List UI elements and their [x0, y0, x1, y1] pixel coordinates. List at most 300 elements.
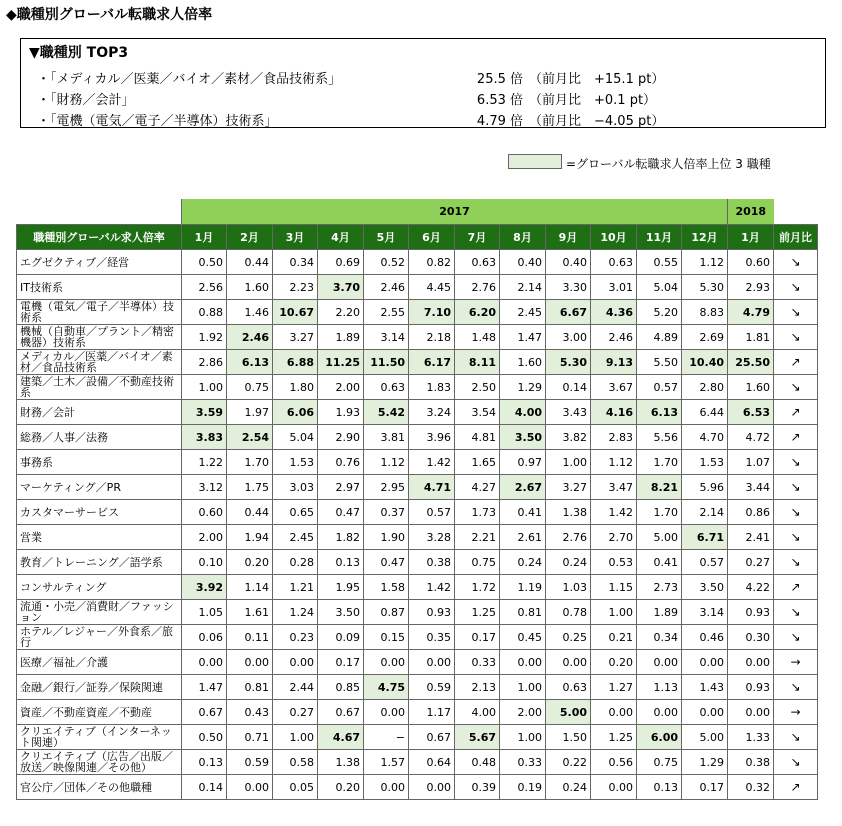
ratio-cell: 0.23 [273, 625, 318, 650]
ratio-cell: 2.86 [182, 350, 227, 375]
ratio-cell: 5.96 [682, 475, 728, 500]
ratio-cell: 4.36 [591, 300, 637, 325]
trend-arrow-icon: ↗ [774, 575, 818, 600]
header-cell: 1月 [182, 225, 227, 250]
ratio-cell: 1.70 [637, 500, 682, 525]
ratio-cell: 3.30 [546, 275, 591, 300]
ratio-cell: 0.86 [728, 500, 774, 525]
ratio-table [16, 199, 818, 800]
ratio-cell: 0.00 [682, 700, 728, 725]
job-category-name: マーケティング／PR [17, 475, 182, 500]
ratio-cell: 0.25 [546, 625, 591, 650]
ratio-cell: 2.18 [409, 325, 455, 350]
ratio-cell: 0.45 [500, 625, 546, 650]
top3-value: 6.53 倍 [476, 93, 523, 108]
ratio-cell: 2.80 [682, 375, 728, 400]
ratio-cell: 0.93 [409, 600, 455, 625]
ratio-cell: 1.57 [364, 750, 409, 775]
ratio-cell: 1.60 [500, 350, 546, 375]
job-category-name: IT技術系 [17, 275, 182, 300]
table-row [17, 300, 818, 325]
ratio-cell: 1.12 [682, 250, 728, 275]
ratio-cell: 6.17 [409, 350, 455, 375]
ratio-cell: 0.00 [409, 650, 455, 675]
ratio-cell: 0.75 [637, 750, 682, 775]
ratio-cell: 0.41 [637, 550, 682, 575]
ratio-cell: 0.81 [500, 600, 546, 625]
year-2018: 2018 [728, 199, 774, 225]
ratio-cell: 3.27 [273, 325, 318, 350]
ratio-cell: 10.40 [682, 350, 728, 375]
ratio-cell: 1.83 [409, 375, 455, 400]
ratio-cell: 1.38 [318, 750, 364, 775]
ratio-cell: 1.72 [455, 575, 500, 600]
ratio-cell: 2.13 [455, 675, 500, 700]
ratio-cell: 0.97 [500, 450, 546, 475]
trend-arrow-icon: ↘ [774, 600, 818, 625]
header-cell: 6月 [409, 225, 455, 250]
ratio-cell: 5.00 [637, 525, 682, 550]
ratio-cell: 4.22 [728, 575, 774, 600]
ratio-cell: 4.79 [728, 300, 774, 325]
trend-arrow-icon: ↘ [774, 625, 818, 650]
ratio-cell: 2.50 [455, 375, 500, 400]
top3-change: （前月比 −4.05 pt） [529, 114, 665, 129]
ratio-cell: 0.35 [409, 625, 455, 650]
header-cell: 3月 [273, 225, 318, 250]
ratio-cell: 3.81 [364, 425, 409, 450]
job-category-name: メディカル／医薬／バイオ／素材／食品技術系 [17, 350, 182, 375]
table-row [17, 450, 818, 475]
ratio-cell: 1.73 [455, 500, 500, 525]
ratio-cell: 4.00 [500, 400, 546, 425]
header-cell: 11月 [637, 225, 682, 250]
ratio-cell: 6.20 [455, 300, 500, 325]
ratio-cell: 0.00 [273, 650, 318, 675]
ratio-cell: 1.94 [227, 525, 273, 550]
ratio-cell: 0.81 [227, 675, 273, 700]
ratio-cell: 1.00 [500, 675, 546, 700]
ratio-cell: 0.58 [273, 750, 318, 775]
ratio-cell: 0.67 [409, 725, 455, 750]
table-row [17, 600, 818, 625]
table-row [17, 750, 818, 775]
ratio-cell: 0.63 [455, 250, 500, 275]
ratio-cell: 4.45 [409, 275, 455, 300]
ratio-cell: 0.00 [364, 650, 409, 675]
ratio-cell: 1.42 [591, 500, 637, 525]
ratio-cell: 0.88 [182, 300, 227, 325]
ratio-cell: 3.50 [682, 575, 728, 600]
ratio-cell: 1.29 [682, 750, 728, 775]
ratio-cell: 0.09 [318, 625, 364, 650]
header-cell: 5月 [364, 225, 409, 250]
job-category-name: ホテル／レジャー／外食系／旅行 [17, 625, 182, 650]
ratio-cell: 1.60 [227, 275, 273, 300]
ratio-cell: 0.64 [409, 750, 455, 775]
ratio-cell: 5.42 [364, 400, 409, 425]
ratio-cell: 9.13 [591, 350, 637, 375]
ratio-cell: 2.00 [318, 375, 364, 400]
table-row [17, 575, 818, 600]
ratio-cell: 1.13 [637, 675, 682, 700]
ratio-cell: 0.57 [682, 550, 728, 575]
ratio-cell: 0.17 [318, 650, 364, 675]
ratio-cell: 1.27 [591, 675, 637, 700]
ratio-cell: 3.47 [591, 475, 637, 500]
ratio-cell: 4.81 [455, 425, 500, 450]
year-row [17, 199, 818, 225]
ratio-cell: 0.00 [182, 650, 227, 675]
ratio-cell: 2.21 [455, 525, 500, 550]
ratio-cell: 0.57 [409, 500, 455, 525]
top3-heading: ▼職種別 TOP3 [29, 45, 129, 61]
header-cell: 12月 [682, 225, 728, 250]
job-category-name: コンサルティング [17, 575, 182, 600]
ratio-cell: 0.50 [182, 250, 227, 275]
ratio-cell: 0.34 [273, 250, 318, 275]
ratio-cell: 0.00 [409, 775, 455, 800]
ratio-cell: 2.69 [682, 325, 728, 350]
ratio-cell: 3.03 [273, 475, 318, 500]
trend-arrow-icon: ↗ [774, 350, 818, 375]
top3-box [20, 38, 826, 128]
ratio-cell: 1.92 [182, 325, 227, 350]
ratio-cell: 6.67 [546, 300, 591, 325]
ratio-cell: 4.67 [318, 725, 364, 750]
ratio-cell: 2.93 [728, 275, 774, 300]
job-category-name: 教育／トレーニング／語学系 [17, 550, 182, 575]
ratio-cell: 1.00 [546, 450, 591, 475]
ratio-cell: 0.46 [682, 625, 728, 650]
ratio-cell: 1.70 [637, 450, 682, 475]
ratio-cell: 0.28 [273, 550, 318, 575]
ratio-cell: 0.00 [728, 650, 774, 675]
ratio-cell: 0.44 [227, 250, 273, 275]
blank-cell [17, 199, 182, 225]
ratio-cell: 1.81 [728, 325, 774, 350]
ratio-cell: 4.89 [637, 325, 682, 350]
trend-arrow-icon: ↘ [774, 300, 818, 325]
table-row [17, 550, 818, 575]
table-row [17, 775, 818, 800]
ratio-cell: 0.53 [591, 550, 637, 575]
top3-label: ・「メディカル／医薬／バイオ／素材／食品技術系」 [37, 72, 342, 87]
ratio-cell: 1.22 [182, 450, 227, 475]
ratio-cell: 0.39 [455, 775, 500, 800]
ratio-cell: 0.60 [728, 250, 774, 275]
ratio-cell: 6.06 [273, 400, 318, 425]
job-category-name: 電機（電気／電子／半導体）技術系 [17, 300, 182, 325]
trend-arrow-icon: ↘ [774, 550, 818, 575]
ratio-cell: 0.63 [546, 675, 591, 700]
ratio-cell: 1.33 [728, 725, 774, 750]
ratio-cell: 3.12 [182, 475, 227, 500]
ratio-cell: 3.44 [728, 475, 774, 500]
ratio-cell: 0.63 [591, 250, 637, 275]
ratio-cell: 3.59 [182, 400, 227, 425]
blank-cell [774, 199, 818, 225]
ratio-cell: 0.17 [455, 625, 500, 650]
ratio-cell: 0.24 [546, 775, 591, 800]
table-row [17, 350, 818, 375]
header-cell: 9月 [546, 225, 591, 250]
ratio-cell: 0.56 [591, 750, 637, 775]
ratio-cell: 0.15 [364, 625, 409, 650]
ratio-cell: 0.75 [227, 375, 273, 400]
ratio-cell: 8.11 [455, 350, 500, 375]
ratio-cell: 1.43 [682, 675, 728, 700]
ratio-cell: 2.90 [318, 425, 364, 450]
trend-arrow-icon: → [774, 650, 818, 675]
ratio-cell: 2.67 [500, 475, 546, 500]
ratio-cell: 0.87 [364, 600, 409, 625]
ratio-cell: 0.48 [455, 750, 500, 775]
ratio-cell: 2.46 [227, 325, 273, 350]
ratio-cell: 0.43 [227, 700, 273, 725]
header-cell: 2月 [227, 225, 273, 250]
ratio-cell: 3.92 [182, 575, 227, 600]
ratio-cell: 1.48 [455, 325, 500, 350]
job-category-name: 総務／人事／法務 [17, 425, 182, 450]
top3-row [21, 108, 825, 128]
ratio-cell: 3.14 [364, 325, 409, 350]
ratio-cell: 1.50 [546, 725, 591, 750]
ratio-cell: 1.89 [318, 325, 364, 350]
ratio-cell: 0.33 [500, 750, 546, 775]
ratio-cell: 2.76 [455, 275, 500, 300]
job-category-name: 営業 [17, 525, 182, 550]
ratio-cell: 0.00 [637, 700, 682, 725]
ratio-cell: 0.22 [546, 750, 591, 775]
ratio-cell: 0.75 [455, 550, 500, 575]
ratio-cell: 2.83 [591, 425, 637, 450]
ratio-cell: 0.47 [318, 500, 364, 525]
ratio-cell: 6.00 [637, 725, 682, 750]
ratio-cell: 4.16 [591, 400, 637, 425]
table-row [17, 500, 818, 525]
ratio-cell: 0.10 [182, 550, 227, 575]
ratio-cell: 1.19 [500, 575, 546, 600]
ratio-cell: 5.56 [637, 425, 682, 450]
ratio-cell: 0.59 [409, 675, 455, 700]
ratio-cell: 0.00 [682, 650, 728, 675]
ratio-cell: 1.00 [500, 725, 546, 750]
ratio-cell: 0.17 [682, 775, 728, 800]
ratio-cell: 1.17 [409, 700, 455, 725]
job-category-name: 建築／土木／設備／不動産技術系 [17, 375, 182, 400]
ratio-cell: 3.43 [546, 400, 591, 425]
job-category-name: 流通・小売／消費財／ファッション [17, 600, 182, 625]
ratio-cell: 0.69 [318, 250, 364, 275]
ratio-cell: 0.13 [637, 775, 682, 800]
ratio-cell: 1.15 [591, 575, 637, 600]
ratio-cell: 2.70 [591, 525, 637, 550]
ratio-cell: 3.01 [591, 275, 637, 300]
ratio-cell: 6.13 [637, 400, 682, 425]
ratio-cell: 8.21 [637, 475, 682, 500]
ratio-cell: 0.38 [409, 550, 455, 575]
top3-value: 4.79 倍 [476, 114, 523, 129]
ratio-cell: 3.28 [409, 525, 455, 550]
ratio-cell: 1.00 [182, 375, 227, 400]
ratio-cell: 4.00 [455, 700, 500, 725]
ratio-cell: 4.70 [682, 425, 728, 450]
ratio-cell: 11.25 [318, 350, 364, 375]
ratio-cell: 5.00 [682, 725, 728, 750]
ratio-cell: 2.61 [500, 525, 546, 550]
ratio-cell: 1.00 [273, 725, 318, 750]
ratio-cell: 0.20 [318, 775, 364, 800]
table-body [17, 250, 818, 800]
table-row [17, 625, 818, 650]
ratio-cell: 0.06 [182, 625, 227, 650]
ratio-cell: 0.00 [227, 775, 273, 800]
ratio-cell: 2.73 [637, 575, 682, 600]
table-row [17, 325, 818, 350]
ratio-cell: 0.00 [591, 775, 637, 800]
ratio-cell: 0.65 [273, 500, 318, 525]
ratio-cell: 1.21 [273, 575, 318, 600]
ratio-cell: 0.32 [728, 775, 774, 800]
ratio-cell: 25.50 [728, 350, 774, 375]
ratio-cell: 0.21 [591, 625, 637, 650]
ratio-cell: 2.45 [500, 300, 546, 325]
ratio-cell: 1.82 [318, 525, 364, 550]
job-category-name: カスタマーサービス [17, 500, 182, 525]
ratio-cell: 1.42 [409, 450, 455, 475]
header-cell: 4月 [318, 225, 364, 250]
trend-arrow-icon: ↗ [774, 775, 818, 800]
ratio-cell: 1.03 [546, 575, 591, 600]
ratio-cell: 1.89 [637, 600, 682, 625]
ratio-cell: 0.24 [500, 550, 546, 575]
ratio-cell: 4.72 [728, 425, 774, 450]
ratio-cell: 2.00 [500, 700, 546, 725]
ratio-cell: 2.44 [273, 675, 318, 700]
ratio-cell: 0.63 [364, 375, 409, 400]
trend-arrow-icon: ↘ [774, 325, 818, 350]
ratio-cell: 0.67 [318, 700, 364, 725]
ratio-cell: 1.58 [364, 575, 409, 600]
job-category-name: 医療／福祉／介護 [17, 650, 182, 675]
ratio-cell: 6.71 [682, 525, 728, 550]
top3-change: （前月比 +0.1 pt） [529, 93, 657, 108]
ratio-cell: 1.12 [591, 450, 637, 475]
job-category-name: 官公庁／団体／その他職種 [17, 775, 182, 800]
ratio-cell: 0.00 [728, 700, 774, 725]
ratio-cell: 2.14 [500, 275, 546, 300]
job-category-name: エグゼクティブ／経営 [17, 250, 182, 275]
ratio-cell: 0.40 [546, 250, 591, 275]
ratio-cell: 1.05 [182, 600, 227, 625]
job-category-name: 資産／不動産資産／不動産 [17, 700, 182, 725]
ratio-cell: 2.56 [182, 275, 227, 300]
ratio-cell: 0.05 [273, 775, 318, 800]
ratio-cell: 0.27 [273, 700, 318, 725]
ratio-cell: 1.25 [455, 600, 500, 625]
ratio-cell: 2.76 [546, 525, 591, 550]
ratio-cell: 2.14 [682, 500, 728, 525]
ratio-cell: 1.14 [227, 575, 273, 600]
table-row [17, 425, 818, 450]
ratio-cell: 1.46 [227, 300, 273, 325]
ratio-cell: 0.20 [591, 650, 637, 675]
ratio-cell: 1.97 [227, 400, 273, 425]
ratio-cell: 6.88 [273, 350, 318, 375]
ratio-cell: 2.46 [591, 325, 637, 350]
ratio-cell: 0.11 [227, 625, 273, 650]
ratio-cell: 1.95 [318, 575, 364, 600]
ratio-cell: 0.13 [182, 750, 227, 775]
top3-change: （前月比 +15.1 pt） [529, 72, 665, 87]
ratio-cell: 11.50 [364, 350, 409, 375]
ratio-cell: 4.27 [455, 475, 500, 500]
ratio-cell: 3.27 [546, 475, 591, 500]
ratio-cell: 1.38 [546, 500, 591, 525]
ratio-cell: 0.14 [182, 775, 227, 800]
ratio-cell: 4.75 [364, 675, 409, 700]
ratio-cell: 0.57 [637, 375, 682, 400]
trend-arrow-icon: ↘ [774, 275, 818, 300]
ratio-cell: 3.14 [682, 600, 728, 625]
table-row [17, 275, 818, 300]
trend-arrow-icon: ↘ [774, 675, 818, 700]
ratio-cell: 1.47 [182, 675, 227, 700]
ratio-cell: 0.00 [500, 650, 546, 675]
ratio-cell: 6.44 [682, 400, 728, 425]
ratio-cell: 0.52 [364, 250, 409, 275]
ratio-cell: 0.44 [227, 500, 273, 525]
ratio-cell: 3.70 [318, 275, 364, 300]
ratio-cell: 3.83 [182, 425, 227, 450]
ratio-cell: 1.00 [591, 600, 637, 625]
ratio-cell: 0.00 [591, 700, 637, 725]
trend-arrow-icon: ↘ [774, 725, 818, 750]
ratio-cell: 1.12 [364, 450, 409, 475]
page-title: ◆職種別グローバル転職求人倍率 [6, 7, 213, 23]
ratio-cell: 0.76 [318, 450, 364, 475]
legend-swatch [508, 154, 562, 169]
ratio-cell: 5.50 [637, 350, 682, 375]
ratio-cell: 0.59 [227, 750, 273, 775]
trend-arrow-icon: ↘ [774, 750, 818, 775]
header-cell: 前月比 [774, 225, 818, 250]
month-header-row [17, 225, 818, 250]
ratio-cell: 10.67 [273, 300, 318, 325]
table-row [17, 475, 818, 500]
header-cell: 職種別グローバル求人倍率 [17, 225, 182, 250]
top3-label: ・「電機（電気／電子／半導体）技術系」 [37, 114, 278, 129]
ratio-cell: 1.53 [682, 450, 728, 475]
ratio-cell: 0.00 [637, 650, 682, 675]
ratio-cell: 0.82 [409, 250, 455, 275]
ratio-cell: 5.20 [637, 300, 682, 325]
ratio-cell: 1.90 [364, 525, 409, 550]
ratio-cell: 3.82 [546, 425, 591, 450]
ratio-cell: 0.60 [182, 500, 227, 525]
ratio-cell: 0.14 [546, 375, 591, 400]
top3-value: 25.5 倍 [476, 72, 523, 87]
table-row [17, 525, 818, 550]
table-row [17, 650, 818, 675]
ratio-cell: 0.13 [318, 550, 364, 575]
table-row [17, 725, 818, 750]
ratio-cell: 0.38 [728, 750, 774, 775]
table-row [17, 675, 818, 700]
ratio-cell: 1.53 [273, 450, 318, 475]
ratio-cell: 3.96 [409, 425, 455, 450]
